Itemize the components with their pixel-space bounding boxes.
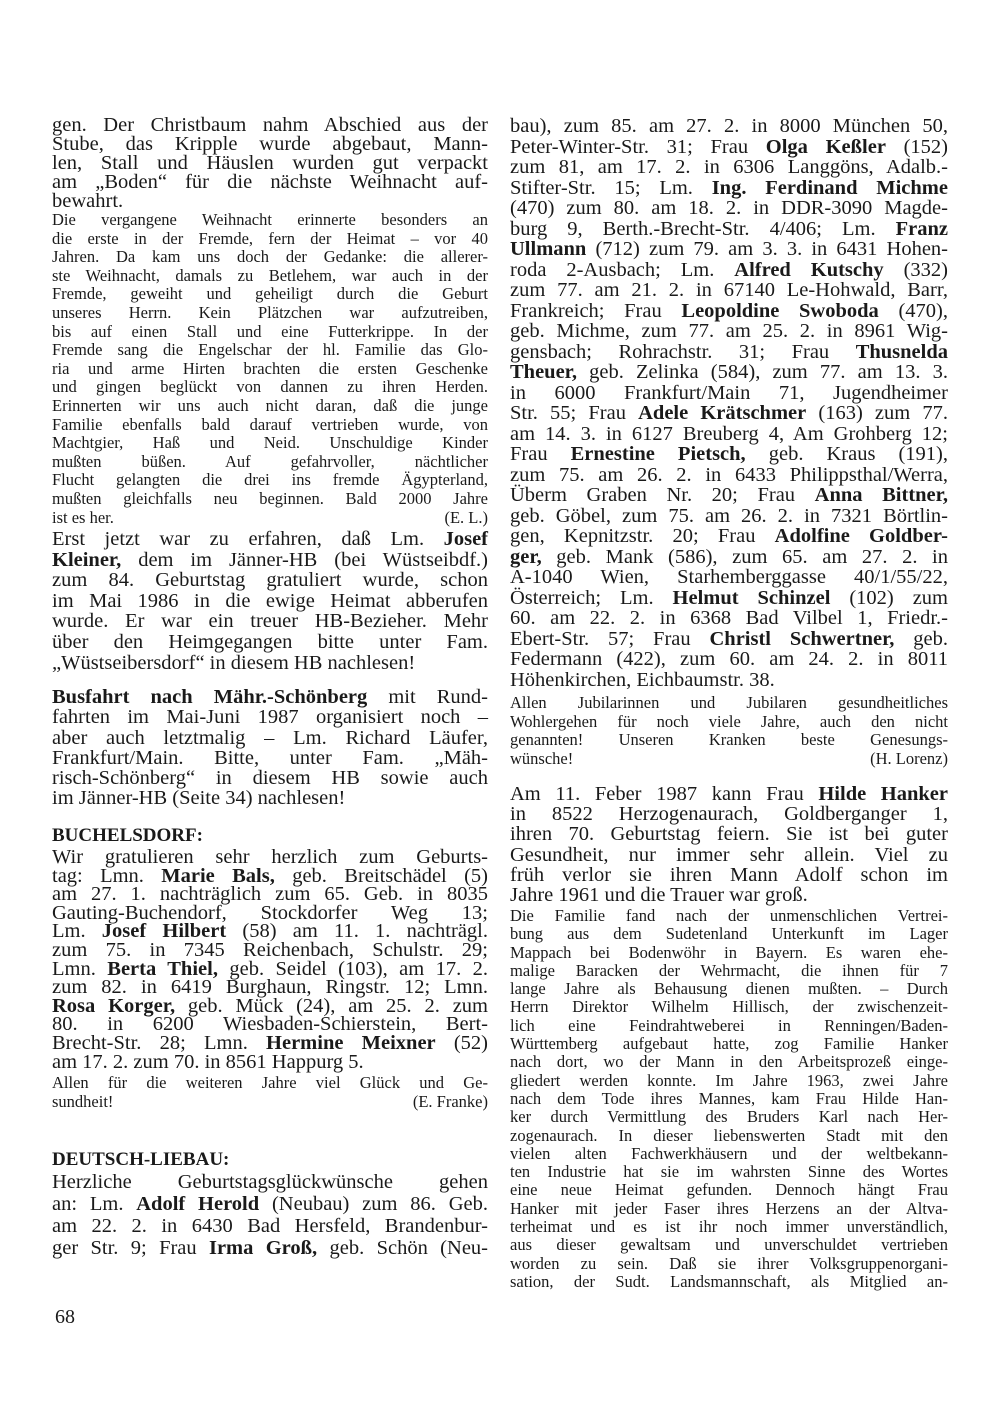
bold-name: Kleiner, (52, 548, 122, 571)
text-line: Stube, das Kripple wurde abgebaut, Mann- (52, 133, 488, 155)
bold-name: Franz (895, 217, 948, 240)
text-line: und gingen beglückt von dannen zu ihren Herden. (52, 377, 488, 397)
bold-name: Theuer, (510, 361, 578, 383)
text-run: (332) (883, 258, 948, 281)
text-paragraph (52, 1171, 488, 1259)
text-paragraph (510, 784, 948, 905)
bold-name: Olga Keßler (765, 135, 886, 158)
text-paragraph (52, 211, 488, 527)
bold-name: Berta Thiel, (107, 957, 218, 980)
bold-name: Marie Bals, (161, 864, 275, 887)
text-line: Höhenkirchen, Eichbaumstr. 38. (510, 668, 775, 691)
text-line: Familie ebenfalls bald darauf vertrieben wurde, von (52, 414, 488, 434)
text-run: geb. Seidel (103), am 17. 2. (217, 957, 488, 980)
text-run: Frau (510, 443, 571, 465)
text-line (52, 550, 488, 571)
text-run: geb. Kraus (191), (745, 443, 949, 465)
author-signature: (H. Lorenz) (870, 748, 948, 768)
text-line: zum 81, am 17. 2. in 6306 Langgöns, Adalb.- (510, 156, 948, 178)
text-line: zum 77. am 21. 2. in 67140 Le-Hohwald, Barr, (510, 279, 948, 301)
text-run: tag: Lmn. (52, 864, 162, 887)
text-line: Allen Jubilarinnen und Jubilaren gesundheitliches (510, 693, 948, 712)
text-line: am 27. 1. nachträglich zum 65. Geb. in 8035 (52, 883, 488, 906)
text-line: ker durch Vermittlung des Bruders Karl nach Her- (510, 1107, 948, 1127)
text-line: (470) zum 80. am 18. 2. in DDR-3090 Magde- (510, 197, 948, 219)
text-line: nach dort, wo der Mann in den Arbeitsprozeß einge- (510, 1052, 948, 1072)
text-line: bis auf einen Stall und eine Futterkrippe. In der (52, 321, 488, 341)
text-line: zum 75. in 7345 Reichenbach, Schulstr. 29; (52, 938, 488, 961)
text-line (510, 588, 948, 609)
text-run: Erst jetzt war zu erfahren, daß Lm. (52, 528, 444, 550)
text-line: „Wüstseibersdorf“ in diesem HB nachlesen! (52, 651, 416, 674)
bold-name: Ullmann (510, 238, 587, 260)
text-run: geb. (894, 627, 948, 650)
text-run: ger Str. 9; Frau (52, 1237, 209, 1259)
text-line: risch-Schönberg“ in diesem HB sowie auch (52, 767, 488, 790)
text-run: an: Lm. (52, 1193, 137, 1215)
bold-name: Christl Schwertner, (709, 627, 895, 650)
text-run: gensbach; Rohrachstr. 31; Frau (510, 340, 856, 363)
text-line (510, 526, 948, 547)
text-run: geb. Schön (Neu- (317, 1237, 488, 1259)
text-line: ten Industrie hat sie im wahrsten Sinne des Wortes (510, 1162, 948, 1182)
text-run: wünsche! (510, 748, 574, 768)
bold-name: Thusnelda (855, 340, 948, 363)
bold-name: Hermine Meixner (266, 1031, 436, 1054)
text-line (510, 342, 948, 363)
text-run: sundheit! (52, 1092, 114, 1111)
text-line: in 6000 Frankfurt/Main 71, Jugendheimer (510, 381, 948, 404)
bold-name: Adele Krätschmer (638, 402, 807, 424)
text-line (510, 750, 948, 769)
text-line: Gauting-Buchendorf, Stockdorfer Weg 13; (52, 901, 488, 924)
text-line (52, 1092, 488, 1111)
text-line (52, 529, 488, 550)
text-run: (152) (885, 135, 948, 158)
text-line: Jahren. Da kam uns doch der Gedanke: die allerer- (52, 247, 488, 267)
text-line: Herzliche Geburtstagsglückwünsche gehen (52, 1171, 488, 1193)
text-line: am 14. 3. in 6127 Breuberg 4, Am Grohberg 12; (510, 422, 948, 445)
text-line (510, 784, 948, 804)
text-line: vielen alten Fachwerkhäusern und der weltbekann- (510, 1143, 948, 1163)
text-line (510, 260, 948, 281)
text-line (52, 1237, 488, 1259)
text-line: Die Familie fand nach der unmenschlichen Vertrei- (510, 906, 948, 925)
text-run: burg 9, Berth.-Brecht-Str. 4/406; Lm. (510, 217, 896, 240)
text-line (510, 403, 948, 424)
text-line: Fremde sang die Engelschar der hl. Familie das Glo- (52, 340, 488, 360)
text-line: Jahre 1961 und die Trauer war groß. (510, 884, 808, 907)
text-line: Gesundheit, nur immer sehr allein. Viel zu (510, 843, 948, 866)
author-signature: (E. Franke) (412, 1092, 488, 1111)
text-run: (Neubau) zum 86. Geb. (259, 1193, 488, 1215)
text-run: ist es her. (52, 507, 114, 527)
text-line: gliedert werden konnte. Im Jahre 1963, zwei Jahre (510, 1070, 948, 1090)
text-line (510, 301, 948, 322)
bold-name: ger, (510, 545, 542, 568)
text-line: Fremde, geweiht und geheiligt durch die Geburt (52, 284, 488, 304)
text-line: BUCHELSDORF: (52, 825, 203, 846)
text-line: Wohlergehen für noch viele Jahre, auch den nicht (510, 711, 948, 731)
text-line: Erinnerten wir uns auch nicht daran, daß die junge (52, 395, 488, 415)
text-run: Lm. (52, 920, 102, 943)
page-number: 68 (55, 1306, 75, 1328)
bold-name: Adolf Herold (136, 1193, 260, 1215)
text-line: früh verlor sie ihren Mann Adolf schon im (510, 863, 948, 886)
text-line: bewahrt. (52, 190, 124, 212)
text-line: im Mai 1986 in die ewige Heimat abberufen (52, 589, 488, 612)
text-line: gen. Der Christbaum nahm Abschied aus der (52, 114, 488, 136)
text-line: Flucht gelangten die drei ins fremde Ägypterland, (52, 470, 488, 490)
text-line: ste Weihnacht, damals zu Betlehem, war auch in der (52, 265, 488, 285)
text-line: aber auch letztmalig – Lm. Richard Läufer, (52, 726, 488, 749)
text-run: Überm Graben Nr. 20; Frau (510, 484, 815, 506)
author-signature: (E. L.) (444, 507, 488, 527)
text-line: zum 84. Geburtstag gratuliert wurde, schon (52, 569, 488, 592)
bold-name: Josef Hilbert (101, 920, 227, 943)
bold-name: Ing. Ferdinand Michme (711, 176, 948, 199)
text-line: bau), zum 85. am 27. 2. in 8000 München 50, (510, 115, 948, 137)
text-run: (102) zum (830, 586, 948, 609)
text-run: (58) am 11. 1. nachträgl. (226, 920, 489, 943)
text-run: Str. 55; Frau (510, 402, 639, 424)
text-line: A-1040 Wien, Starhemberggasse 40/1/55/22, (510, 566, 948, 588)
text-line: fahrten im Mai-Juni 1987 organisiert noch – (52, 706, 488, 729)
text-line: über den Heimgegangen bitte unter Fam. (52, 630, 488, 653)
text-line: zum 82. in 6419 Burghaun, Ringstr. 12; Lmn. (52, 976, 488, 999)
text-line: Wir gratulieren sehr herzlich zum Geburts- (52, 846, 488, 868)
text-run: Österreich; Lm. (510, 586, 673, 609)
text-line: am 17. 2. zum 70. in 8561 Happurg 5. (52, 1050, 364, 1073)
text-line (510, 485, 948, 506)
text-line: Frankfurt/Main. Bitte, unter Fam. „Mäh- (52, 746, 488, 769)
text-line: genannten! Unseren Kranken beste Genesungs- (510, 730, 948, 750)
text-line: lange Jahre als Behausung dienen mußten. – Durch (510, 979, 948, 999)
text-line: Allen für die weiteren Jahre viel Glück und Ge- (52, 1073, 488, 1092)
text-line: terheimat und es ist ihr noch immer unverständlich, (510, 1217, 948, 1237)
text-line: len, Stall und Häuslen wurden gut verpackt (52, 152, 488, 174)
text-line: die erste in der Fremde, fern der Heimat – vor 40 (52, 228, 488, 248)
bold-name: Rosa Korger, (52, 994, 176, 1017)
text-line: Württemberg aufgebaut hatte, zog Familie Hanker (510, 1034, 948, 1054)
text-line: Machtgier, Haß und Neid. Unschuldige Kinder (52, 433, 488, 453)
text-run: Lmn. (52, 957, 108, 980)
text-run: dem im Jänner-HB (bei Wüstseibdf.) (121, 548, 488, 571)
text-line: malige Baracken der Wehrmacht, die ihnen für 7 (510, 960, 948, 980)
text-line (510, 444, 948, 465)
text-paragraph (52, 848, 488, 1071)
text-run: (470), (878, 299, 948, 322)
text-paragraph (52, 529, 488, 673)
text-run: geb. Mank (586), zum 65. am 27. 2. in (541, 545, 948, 568)
text-line: Herrn Direktor Wilhelm Hillisch, der zwischenzeit- (510, 997, 948, 1017)
text-run: Frankreich; Frau (510, 299, 682, 322)
text-paragraph (52, 1073, 488, 1111)
text-run: geb. Zelinka (584), zum 77. am 13. 3. (577, 361, 948, 383)
bold-name: Helmut Schinzel (672, 586, 831, 609)
text-line: ria und arme Hirten brachten die ersten Geschenke (52, 358, 488, 378)
text-line (52, 1193, 488, 1215)
text-line (510, 547, 948, 568)
bold-name: Irma Groß, (208, 1237, 318, 1259)
text-run: Ebert-Str. 57; Frau (510, 627, 710, 650)
text-line (510, 219, 948, 240)
text-run: gen, Kepnitzstr. 20; Frau (510, 525, 775, 547)
text-line: zogenaurach. In dieser liebenswerten Stadt mit den (510, 1125, 948, 1145)
text-line: Die vergangene Weihnacht erinnerte besonders an (52, 210, 488, 229)
text-line: Federmann (422), zum 60. am 24. 2. in 8011 (510, 648, 948, 670)
bold-name: Busfahrt nach Mähr.-Schönberg (52, 686, 368, 708)
text-line: nach dem Tode ihres Mannes, kam Frau Hilde Han- (510, 1088, 948, 1108)
text-run: Am 11. Feber 1987 kann Frau (510, 783, 819, 805)
text-line: geb. Göbel, zum 75. am 26. 2. in 7321 Börtlin- (510, 504, 948, 527)
text-line: am „Boden“ für die nächste Weihnacht auf- (52, 171, 488, 193)
text-line: am 22. 2. in 6430 Bad Hersfeld, Brandenbur- (52, 1215, 488, 1237)
text-run: Peter-Winter-Str. 31; Frau (510, 135, 766, 158)
text-line (52, 1031, 488, 1054)
text-line: DEUTSCH-LIEBAU: (52, 1149, 230, 1170)
text-line: Mappach bei Bodenwöhr in Bayern. Es waren ehe- (510, 942, 948, 962)
text-line (510, 239, 948, 260)
text-run: Stifter-Str. 15; Lm. (510, 176, 712, 199)
section-heading (52, 1150, 488, 1170)
text-paragraph (510, 116, 948, 690)
text-line: unseres Herrn. Kein Plätzchen war aufzutreiben, (52, 302, 488, 322)
bold-name: Hilde Hanker (818, 783, 948, 805)
text-paragraph (52, 116, 488, 211)
text-line: Hanker mit jeder Faser ihres Herzens an der Altva- (510, 1198, 948, 1218)
text-paragraph (52, 687, 488, 809)
bold-name: Josef (443, 528, 488, 550)
text-line: zum 75. am 26. 2. in 6433 Philippsthal/Werra, (510, 463, 948, 486)
text-line (510, 137, 948, 158)
text-line: sation, der Sudt. Landsmannschaft, als Mitglied an- (510, 1271, 948, 1291)
section-heading (52, 826, 488, 846)
text-line: im Jänner-HB (Seite 34) nachlesen! (52, 787, 346, 810)
text-line (510, 178, 948, 199)
text-line: 60. am 22. 2. in 6368 Bad Vilbel 1, Friedr.- (510, 607, 948, 629)
text-line: bung aus dem Sudetenland Unterkunft im Lager (510, 924, 948, 944)
bold-name: Anna Bittner, (814, 484, 948, 506)
text-line: eine neue Heimat gefunden. Dennoch hängt Frau (510, 1180, 948, 1200)
text-run: geb. Breitschädel (5) (274, 864, 488, 887)
text-line (52, 509, 488, 528)
text-line (52, 687, 488, 707)
text-line: mußten büßen. Auf gefahrvoller, nächtlicher (52, 451, 488, 471)
text-line: ihren 70. Geburtstag feiern. Sie ist bei guter (510, 823, 948, 846)
text-line (510, 629, 948, 650)
text-line (510, 362, 948, 383)
bold-name: Alfred Kutschy (734, 258, 884, 281)
text-line: wurde. Er war ein treuer HB-Bezieher. Mehr (52, 610, 488, 633)
bold-name: Leopoldine Swoboda (681, 299, 879, 322)
bold-name: Ernestine Pietsch, (570, 443, 746, 465)
text-line: mußten gleichfalls neu beginnen. Bald 2000 Jahre (52, 488, 488, 508)
text-line: aus dieser gewaltsam und unverschuldet vertrieben (510, 1235, 948, 1255)
text-run: roda 2-Ausbach; Lm. (510, 258, 735, 281)
text-run: mit Rund- (367, 686, 488, 708)
text-run: Brecht-Str. 28; Lmn. (52, 1031, 267, 1054)
text-line: lich eine Feindrahtweberei in Renningen/Baden- (510, 1015, 948, 1035)
text-run: (163) zum 77. (806, 402, 948, 424)
text-paragraph (510, 694, 948, 768)
text-run: (712) zum 79. am 3. 3. in 6431 Hohen- (586, 238, 948, 260)
text-paragraph (510, 907, 948, 1291)
text-line: geb. Michme, zum 77. am 25. 2. in 8961 Wig- (510, 320, 948, 342)
text-line: in 8522 Herzogenaurach, Goldberganger 1, (510, 803, 948, 826)
bold-name: Adolfine Goldber- (774, 525, 948, 547)
text-line: worden zu sein. Daß sie ihrer Volksgruppenorgani- (510, 1253, 948, 1273)
text-line: 80. in 6200 Wiesbaden-Schierstein, Bert- (52, 1013, 488, 1036)
text-run: (52) (435, 1031, 488, 1054)
text-run: geb. Mück (24), am 25. 2. zum (175, 994, 488, 1017)
